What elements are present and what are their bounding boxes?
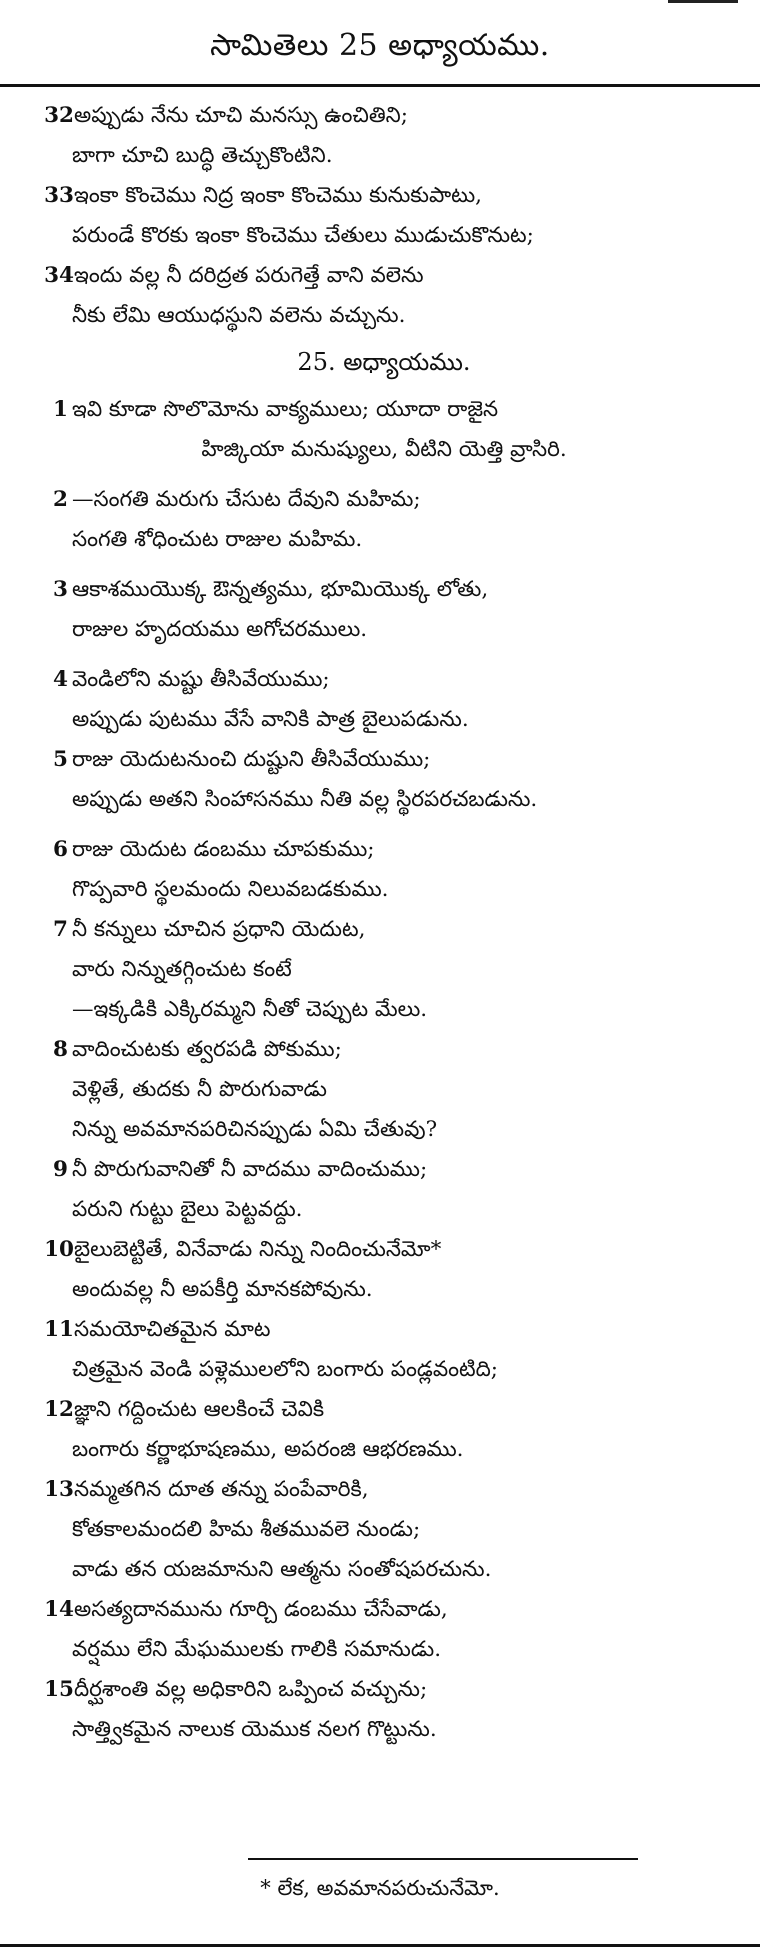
verse-text: ఇందు వల్ల నీ దరిద్రత పరుగెత్తే వాని వలెను bbox=[74, 263, 424, 288]
verse-text: పరుండే కొరకు ఇంకా కొంచెము చేతులు ముడుచుకొనుట; bbox=[72, 223, 534, 248]
verse-number: 3 bbox=[53, 577, 68, 602]
verse-number: 1 bbox=[53, 397, 68, 422]
top-edge-mark bbox=[668, 0, 738, 3]
verse-text: —ఇక్కడికి ఎక్కిరమ్మని నీతో చెప్పుట మేలు. bbox=[72, 997, 428, 1022]
verse-text: రాజు యెదుట డంబము చూపకుము; bbox=[72, 837, 375, 862]
verse-text: అప్పుడు నేను చూచి మనస్సు ఉంచితిని; bbox=[74, 103, 408, 128]
verse-number: 9 bbox=[53, 1157, 68, 1182]
verse-5 bbox=[34, 740, 734, 820]
verse-text: జ్ఞాని గద్దించుట ఆలకించే చెవికి bbox=[74, 1397, 325, 1422]
verse-2 bbox=[34, 480, 734, 560]
verse-14 bbox=[34, 1590, 734, 1670]
verse-text: నిన్ను అవమానపరిచినప్పుడు ఏమి చేతువు? bbox=[72, 1117, 438, 1142]
verse-text: రాజుల హృదయము అగోచరములు. bbox=[72, 617, 368, 642]
verse-text: వారు నిన్నుతగ్గించుట కంటే bbox=[72, 957, 292, 982]
verse-number: 11 bbox=[44, 1317, 74, 1342]
verse-text: సమయోచితమైన మాట bbox=[74, 1317, 271, 1342]
verse-text: అందువల్ల నీ అపకీర్తి మానకపోవును. bbox=[72, 1277, 373, 1302]
verse-text: అప్పుడు పుటము వేసే వానికి పాత్ర బైలుపడును. bbox=[72, 707, 469, 732]
verse-text: నమ్మతగిన దూత తన్ను పంపేవారికి, bbox=[74, 1477, 369, 1502]
verse-number: 8 bbox=[53, 1037, 68, 1062]
verse-text: దీర్ఘశాంతి వల్ల అధికారిని ఒప్పించ వచ్చును; bbox=[74, 1677, 428, 1702]
verse-10 bbox=[34, 1230, 734, 1310]
verse-text: రాజు యెదుటనుంచి దుష్టుని తీసివేయుము; bbox=[72, 747, 431, 772]
verse-number: 10 bbox=[44, 1237, 74, 1262]
page-content bbox=[34, 96, 734, 1750]
verse-number: 5 bbox=[53, 747, 68, 772]
verse-text: చిత్రమైన వెండి పళ్లెములలోని బంగారు పండ్లవంటిది; bbox=[72, 1357, 499, 1382]
verse-33 bbox=[34, 176, 734, 256]
verse-number: 12 bbox=[44, 1397, 74, 1422]
chapter-heading: 25. అధ్యాయము. bbox=[297, 348, 471, 376]
footer-rule bbox=[0, 1944, 760, 1947]
verse-3 bbox=[34, 570, 734, 650]
page-title: సామితెలు 25 అధ్యాయము. bbox=[210, 28, 550, 63]
verse-text: ఆకాశముయొక్క ఔన్నత్యము, భూమియొక్క లోతు, bbox=[72, 577, 489, 602]
verse-4 bbox=[34, 660, 734, 740]
verse-1 bbox=[34, 390, 734, 470]
verse-number: 15 bbox=[44, 1677, 74, 1702]
verse-text: సంగతి శోధించుట రాజుల మహిమ. bbox=[72, 527, 363, 552]
verse-32 bbox=[34, 96, 734, 176]
verse-text: —సంగతి మరుగు చేసుట దేవుని మహిమ; bbox=[72, 487, 421, 512]
verse-text: ఇంకా కొంచెము నిద్ర ఇంకా కొంచెము కునుకుపాటు, bbox=[74, 183, 482, 208]
footnote: * లేక, అవమానపరుచునేమో. bbox=[260, 1876, 500, 1900]
verse-text: ఇవి కూడా సొలొమోను వాక్యములు; యూదా రాజైన bbox=[72, 397, 499, 422]
verse-number: 7 bbox=[53, 917, 68, 942]
verse-text: బాగా చూచి బుద్ధి తెచ్చుకొంటిని. bbox=[72, 143, 333, 168]
verse-15 bbox=[34, 1670, 734, 1750]
verse-number: 14 bbox=[44, 1597, 74, 1622]
verse-13 bbox=[34, 1470, 734, 1590]
verse-number: 2 bbox=[53, 487, 68, 512]
verse-number: 6 bbox=[53, 837, 68, 862]
verse-text: బంగారు కర్ణాభూషణము, అపరంజి ఆభరణము. bbox=[72, 1437, 464, 1462]
verse-text: పరుని గుట్టు బైలు పెట్టవద్దు. bbox=[72, 1197, 303, 1222]
verse-text: వాదించుటకు త్వరపడి పోకుము; bbox=[72, 1037, 342, 1062]
verse-9 bbox=[34, 1150, 734, 1230]
verse-7 bbox=[34, 910, 734, 1030]
verse-text: గొప్పవారి స్థలమందు నిలువబడకుము. bbox=[72, 877, 389, 902]
verse-8 bbox=[34, 1030, 734, 1150]
verse-number: 13 bbox=[44, 1477, 74, 1502]
verse-text: నీకు లేమి ఆయుధస్థుని వలెను వచ్చును. bbox=[72, 303, 406, 328]
footnote-rule bbox=[248, 1858, 638, 1860]
verse-number: 4 bbox=[53, 667, 68, 692]
verse-number: 34 bbox=[44, 263, 74, 288]
verse-number: 32 bbox=[44, 103, 74, 128]
verse-text: అప్పుడు అతని సింహాసనము నీతి వల్ల స్థిరపరచబడును. bbox=[72, 787, 538, 812]
verse-text: వెళ్లితే, తుదకు నీ పొరుగువాడు bbox=[72, 1077, 327, 1102]
verse-number: 33 bbox=[44, 183, 74, 208]
verse-text: అసత్యదానమును గూర్చి డంబము చేసేవాడు, bbox=[74, 1597, 448, 1622]
verse-12 bbox=[34, 1390, 734, 1470]
verse-6 bbox=[34, 830, 734, 910]
verse-text: సాత్త్వికమైన నాలుక యెముక నలగ గొట్టును. bbox=[72, 1717, 437, 1742]
verse-text: బైలుబెట్టితే, వినేవాడు నిన్ను నిందించునేమో* bbox=[74, 1237, 442, 1262]
verse-text: హిజ్కియా మనుష్యులు, వీటిని యెత్తి వ్రాసిరి. bbox=[201, 437, 567, 462]
verse-text: కోతకాలమందలి హిమ శీతమువలె నుండు; bbox=[72, 1517, 421, 1542]
verse-text: నీ కన్నులు చూచిన ప్రధాని యెదుట, bbox=[72, 917, 366, 942]
header-rule bbox=[0, 84, 760, 87]
verse-text: వాడు తన యజమానుని ఆత్మను సంతోషపరచును. bbox=[72, 1557, 492, 1582]
verse-34 bbox=[34, 256, 734, 336]
verse-text: నీ పొరుగువానితో నీ వాదము వాదించుము; bbox=[72, 1157, 428, 1182]
verse-text: వర్షము లేని మేఘములకు గాలికి సమానుడు. bbox=[72, 1637, 442, 1662]
verse-11 bbox=[34, 1310, 734, 1390]
verse-text: వెండిలోని మష్టు తీసివేయుము; bbox=[72, 667, 330, 692]
